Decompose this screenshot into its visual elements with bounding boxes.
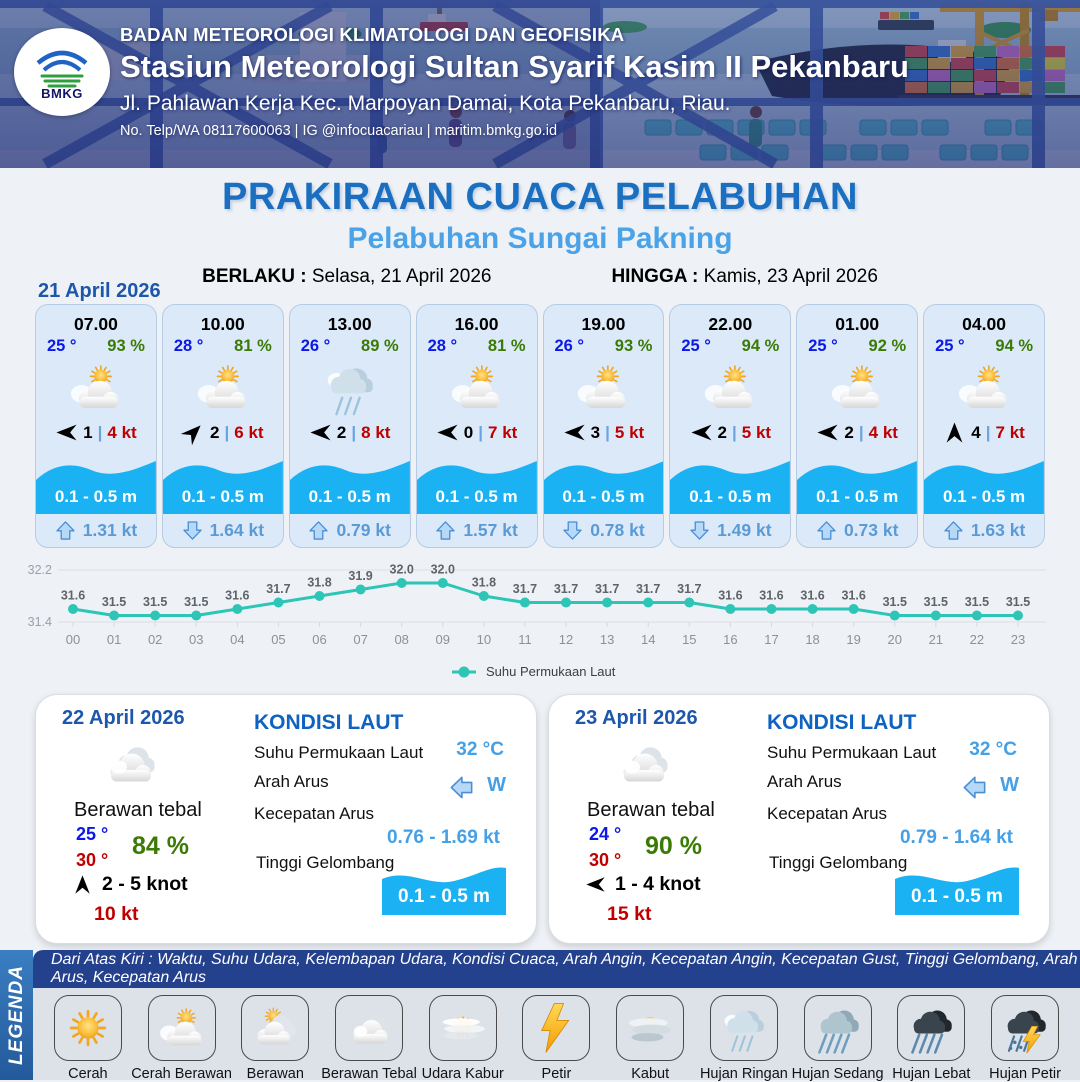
humidity: 93 % [107,337,145,355]
hujan-ringan-icon [315,357,385,419]
cerah-berawan-icon [695,357,765,419]
current-speed: 1.49 kt [717,520,772,540]
current-speed-label: Kecepatan Arus [767,804,888,823]
gust-speed: 10 kt [94,903,139,925]
humidity: 81 % [234,337,272,355]
wave-height-band [797,456,917,514]
svg-text:18: 18 [805,632,820,647]
current-direction-value: W [487,774,506,796]
wave-height: 0.1 - 0.5 m [689,487,772,506]
temp-humidity-row [544,335,664,356]
wind-direction-icon [177,416,210,449]
sst-label: Suhu Permukaan Laut [767,743,937,762]
hourly-forecast-card [289,304,411,548]
svg-text:06: 06 [312,632,327,647]
header-banner [0,0,1080,168]
svg-text:32.0: 32.0 [389,562,414,577]
legend-icon-box [710,995,778,1061]
svg-text:31.7: 31.7 [594,582,620,596]
current-speed: 1.64 kt [209,520,265,540]
gust-speed: 4 kt [107,422,137,442]
wave-height-value: 0.1 - 0.5 m [398,886,490,907]
sea-conditions-heading: KONDISI LAUT [767,711,917,734]
legend-icon-box [335,995,403,1061]
sst-value: 32 °C [969,739,1017,760]
weather-condition: Berawan tebal [74,799,202,821]
wind-speed-num: 4 [971,422,981,442]
svg-text:31.7: 31.7 [266,582,291,596]
current-speed: 0.79 kt [336,520,391,540]
air-temperature: 25 ° [47,337,77,355]
wave-height-band [290,456,410,514]
legend-icon-box [429,995,497,1061]
wind-speed-num: 2 [210,422,220,442]
current-direction-icon [435,520,456,541]
wave-height: 0.1 - 0.5 m [435,487,518,506]
current-direction-icon [689,520,710,541]
svg-text:19: 19 [846,632,861,647]
daily-date: 22 April 2026 [62,707,185,729]
bmkg-logo [14,28,110,116]
wave-height-band [670,456,790,514]
svg-text:04: 04 [230,632,245,647]
hingga-value: Kamis, 23 April 2026 [703,266,878,287]
wind-speed-num: 0 [463,422,474,442]
temp-min: 25 ° [76,824,109,844]
humidity: 94 % [995,337,1033,355]
wind-range: 1 - 4 knot [615,873,701,895]
legend-section [0,950,1080,1080]
legend-item-label: Hujan Sedang [791,1066,884,1082]
berawan-icon [248,1001,302,1055]
current-speed: 1.63 kt [970,520,1026,540]
humidity: 94 % [741,337,780,355]
berlaku-label: BERLAKU : [202,266,307,287]
legend-description: Dari Atas Kiri : Waktu, Suhu Udara, Kelembapan Udara, Kondisi Cuaca, Arah Angin, Kecepatan Angin, Kecepatan Gust, Tinggi Gelombang, Arah Arus, Kecepatan Arus [33,950,1080,988]
svg-text:31.6: 31.6 [225,588,250,603]
temp-max: 30 ° [76,850,109,870]
hujan-lebat-icon [904,1001,958,1055]
legend-item [417,995,509,1082]
separator: | [351,422,357,442]
hourly-forecast-card [796,304,918,548]
time-label: 10.00 [200,314,245,334]
weather-condition: Berawan tebal [587,799,715,821]
svg-text:31.6: 31.6 [800,588,825,603]
legend-item [131,995,232,1082]
legend-item [792,995,884,1082]
temp-max: 30 ° [589,850,622,870]
wave-height: 0.1 - 0.5 m [562,487,645,506]
humidity: 81 % [487,337,526,355]
legend-icon-box [241,995,309,1061]
wind-direction-icon [943,421,966,444]
hourly-forecast-card [543,304,665,548]
current-speed: 1.57 kt [463,520,518,540]
svg-text:07: 07 [353,632,368,647]
berlaku-value: Selasa, 21 April 2026 [311,266,492,287]
hujan-sedang-icon [811,1001,865,1055]
current-direction-icon [562,520,583,541]
time-label: 13.00 [327,314,372,334]
daily-card [35,694,537,944]
station-address: Jl. Pahlawan Kerja Kec. Marpoyan Damai, Kota Pekanbaru, Riau. [120,92,731,115]
wave-height-label: Tinggi Gelombang [769,853,908,872]
svg-text:31.8: 31.8 [307,575,332,590]
svg-text:32.2: 32.2 [27,563,52,577]
agency-name: BADAN METEOROLOGI KLIMATOLOGI DAN GEOFISIKA [120,24,625,45]
temp-humidity-row [290,335,410,356]
cerah-icon [61,1001,115,1055]
gust-speed: 4 kt [868,422,898,442]
separator: | [605,422,610,442]
svg-text:31.5: 31.5 [143,595,168,609]
current-speed-label: Kecepatan Arus [254,804,375,823]
wave-height-band [544,456,664,514]
daily-card [548,694,1050,944]
cerah-berawan-icon [949,357,1019,419]
wave-height: 0.1 - 0.5 m [308,487,391,506]
wind-speed-num: 2 [717,422,728,442]
legend-item-label: Petir [541,1066,572,1082]
current-direction-icon [182,520,203,541]
wind-info [563,421,645,444]
current-info [163,514,283,547]
current-speed: 0.73 kt [843,520,899,540]
legend-icon-box [897,995,965,1061]
legend-item-label: Kabut [631,1066,670,1082]
current-info [670,514,790,547]
air-temperature: 26 ° [554,337,585,355]
temp-humidity-row [670,335,790,356]
cerah-berawan-icon [442,357,512,419]
cerah-berawan-icon [61,357,131,419]
wind-info [690,421,772,444]
svg-text:31.5: 31.5 [923,595,948,609]
svg-text:31.5: 31.5 [964,595,990,609]
current-info [544,514,664,547]
svg-text:08: 08 [394,632,409,647]
legend-title: LEGENDA [5,965,27,1065]
wave-height-band [924,456,1044,514]
legend-item-label: Cerah Berawan [131,1066,232,1082]
validity-period [0,266,1080,288]
svg-text:17: 17 [764,632,779,647]
humidity: 84 % [132,832,189,860]
legend-item [229,995,321,1082]
humidity: 92 % [868,337,907,355]
petir-icon [529,1001,583,1055]
berawan-tebal-icon [342,1001,396,1055]
berawan-tebal-icon [88,731,170,795]
wave-height-band [417,456,537,514]
legend-item [510,995,602,1082]
current-direction-value: W [1000,774,1019,796]
svg-text:31.7: 31.7 [636,582,661,596]
svg-text:31.6: 31.6 [841,588,866,603]
wind-direction-icon [436,421,459,444]
wind-speed-num: 3 [590,422,601,442]
svg-text:20: 20 [887,632,902,647]
time-label: 04.00 [962,314,1006,334]
svg-text:14: 14 [640,632,656,647]
svg-text:31.5: 31.5 [882,595,907,609]
sst-label: Suhu Permukaan Laut [254,743,424,762]
current-direction-icon [816,520,837,541]
separator: | [224,422,230,442]
separator: | [858,422,864,442]
air-temperature: 25 ° [681,337,711,355]
current-info [797,514,917,547]
wind-direction-icon [309,421,332,444]
wind-direction-icon [55,421,78,444]
time-label: 01.00 [835,314,880,334]
current-direction-icon [962,775,987,800]
svg-text:10: 10 [476,632,492,647]
svg-text:31.6: 31.6 [718,588,743,603]
wave-height-band [163,456,283,514]
svg-text:05: 05 [271,632,286,647]
wind-info [72,873,188,896]
svg-text:31.6: 31.6 [759,588,784,603]
udara-kabur-icon [436,1001,490,1055]
svg-text:31.5: 31.5 [184,595,209,609]
temp-humidity-row [36,335,156,356]
wind-speed-num: 1 [83,422,93,442]
cerah-berawan-icon [155,1001,209,1055]
time-label: 16.00 [454,314,499,334]
hourly-forecast-card [416,304,538,548]
svg-text:31.8: 31.8 [471,575,497,590]
wind-info [309,421,391,444]
time-label: 22.00 [708,314,753,334]
wind-info [436,421,518,444]
separator: | [97,422,103,442]
wind-speed-num: 2 [844,422,854,442]
wind-direction-icon [816,421,839,444]
svg-text:23: 23 [1010,632,1026,647]
air-temperature: 26 ° [300,337,331,355]
hujan-petir-icon [998,1001,1052,1055]
svg-text:01: 01 [106,632,122,647]
current-info [924,514,1044,547]
gust-speed: 8 kt [361,422,391,442]
gust-speed: 6 kt [234,422,264,442]
wind-info [55,421,137,444]
legend-item-label: Hujan Ringan [699,1066,788,1082]
wave-height: 0.1 - 0.5 m [816,487,899,506]
time-label: 19.00 [581,314,626,334]
svg-text:16: 16 [723,632,738,647]
legend-icon-box [522,995,590,1061]
wave-height-label: Tinggi Gelombang [256,853,395,872]
wave-height-band [382,863,506,915]
sst-value: 32 °C [456,739,504,760]
svg-text:02: 02 [147,632,163,647]
legend-item [42,995,134,1082]
svg-text:32.0: 32.0 [430,562,455,577]
bmkg-emblem-icon [31,43,93,89]
legend-item [979,995,1071,1082]
station-name: Stasiun Meteorologi Sultan Syarif Kasim II Pekanbaru [120,49,909,84]
svg-text:00: 00 [65,632,81,647]
legend-item [323,995,415,1082]
legend-item-label: Cerah [68,1066,108,1082]
hourly-forecast-card [35,304,157,548]
legend-item-label: Hujan Petir [989,1066,1061,1082]
svg-text:22: 22 [969,632,985,647]
current-direction-icon [308,520,329,541]
current-direction-label: Arah Arus [254,772,329,791]
legend-icon-box [616,995,684,1061]
separator: | [478,422,484,442]
wave-height: 0.1 - 0.5 m [181,487,264,506]
station-contact: No. Telp/WA 08117600063 | IG @infocuacariau | maritim.bmkg.go.id [120,123,558,139]
wind-info [182,421,264,444]
current-speed: 1.31 kt [82,520,138,540]
current-direction-icon [943,520,964,541]
current-direction-icon [55,520,76,541]
chart-legend-label: Suhu Permukaan Laut [486,664,616,679]
gust-speed: 7 kt [488,422,518,442]
legend-item-label: Hujan Lebat [892,1066,971,1082]
svg-text:15: 15 [682,632,697,647]
legend-icon-box [804,995,872,1061]
current-info [290,514,410,547]
current-speed-value: 0.76 - 1.69 kt [386,827,500,848]
wind-info [943,421,1025,444]
legend-items [33,988,1080,1080]
svg-text:31.7: 31.7 [512,582,538,596]
air-temperature: 25 ° [808,337,838,355]
wind-info [816,421,898,444]
legend-item-label: Berawan Tebal [321,1066,417,1082]
temp-humidity-row [417,335,537,356]
legend-item [885,995,977,1082]
sst-chart [0,556,1080,690]
svg-text:31.6: 31.6 [60,588,86,603]
hourly-forecast-card [162,304,284,548]
svg-text:13: 13 [599,632,615,647]
gust-speed: 5 kt [741,422,772,442]
svg-text:09: 09 [435,632,451,647]
temp-humidity-row [163,335,283,356]
wind-direction-icon [585,874,606,895]
forecast-date-label: 21 April 2026 [38,280,161,302]
gust-speed: 15 kt [607,903,652,925]
cerah-berawan-icon [188,357,258,419]
gust-speed: 5 kt [614,422,645,442]
svg-text:21: 21 [928,632,944,647]
svg-text:31.7: 31.7 [677,582,702,596]
svg-text:03: 03 [189,632,204,647]
hourly-forecast-row [35,304,1045,548]
temp-min: 24 ° [589,824,622,844]
cerah-berawan-icon [568,357,638,419]
cerah-berawan-icon [822,357,892,419]
wind-info [585,873,701,896]
page-title: PRAKIRAAN CUACA PELABUHAN [222,176,858,218]
svg-text:31.4: 31.4 [27,615,52,629]
hujan-ringan-icon [717,1001,771,1055]
wave-height-band [895,863,1019,915]
legend-item [698,995,790,1082]
svg-text:12: 12 [558,632,574,647]
air-temperature: 28 ° [427,337,458,355]
humidity: 93 % [614,337,653,355]
gust-speed: 7 kt [995,422,1025,442]
svg-text:31.7: 31.7 [553,582,579,596]
air-temperature: 25 ° [935,337,965,355]
svg-text:31.5: 31.5 [101,595,127,609]
temp-humidity-row [924,335,1044,356]
sea-conditions-heading: KONDISI LAUT [254,711,404,734]
sst-chart-container [0,556,1080,690]
wave-height-value: 0.1 - 0.5 m [911,886,1003,907]
wave-height: 0.1 - 0.5 m [54,487,138,506]
temp-humidity-row [797,335,917,356]
current-direction-icon [449,775,474,800]
separator: | [985,422,991,442]
wind-direction-icon [690,421,713,444]
bmkg-logo-text: BMKG [41,86,83,101]
air-temperature: 28 ° [173,337,204,355]
current-info [36,514,156,547]
wind-direction-icon [563,421,586,444]
wave-height-band [36,456,156,514]
legend-icon-box [54,995,122,1061]
svg-text:11: 11 [518,632,532,647]
berawan-tebal-icon [601,731,683,795]
port-name: Pelabuhan Sungai Pakning [347,222,733,255]
legend-item [604,995,696,1082]
wave-height: 0.1 - 0.5 m [942,487,1026,506]
svg-text:31.9: 31.9 [348,569,373,583]
legend-item-label: Udara Kabur [421,1066,504,1082]
wind-direction-icon [72,874,93,895]
wind-speed-num: 2 [336,422,347,442]
svg-text:31.5: 31.5 [1005,595,1031,609]
wind-range: 2 - 5 knot [102,873,188,895]
hourly-forecast-card [923,304,1045,548]
daily-date: 23 April 2026 [575,707,698,729]
legend-icon-box [991,995,1059,1061]
current-speed: 0.78 kt [590,520,645,540]
separator: | [732,422,737,442]
current-speed-value: 0.79 - 1.64 kt [899,827,1013,848]
hourly-forecast-card [669,304,791,548]
legend-title-bar [0,950,33,1080]
humidity: 89 % [361,337,399,355]
legend-item-label: Berawan [246,1066,304,1082]
time-label: 07.00 [74,314,118,334]
current-direction-label: Arah Arus [767,772,842,791]
humidity: 90 % [645,832,702,860]
kabut-icon [623,1001,677,1055]
legend-icon-box [148,995,216,1061]
hingga-label: HINGGA : [611,266,699,287]
current-info [417,514,537,547]
